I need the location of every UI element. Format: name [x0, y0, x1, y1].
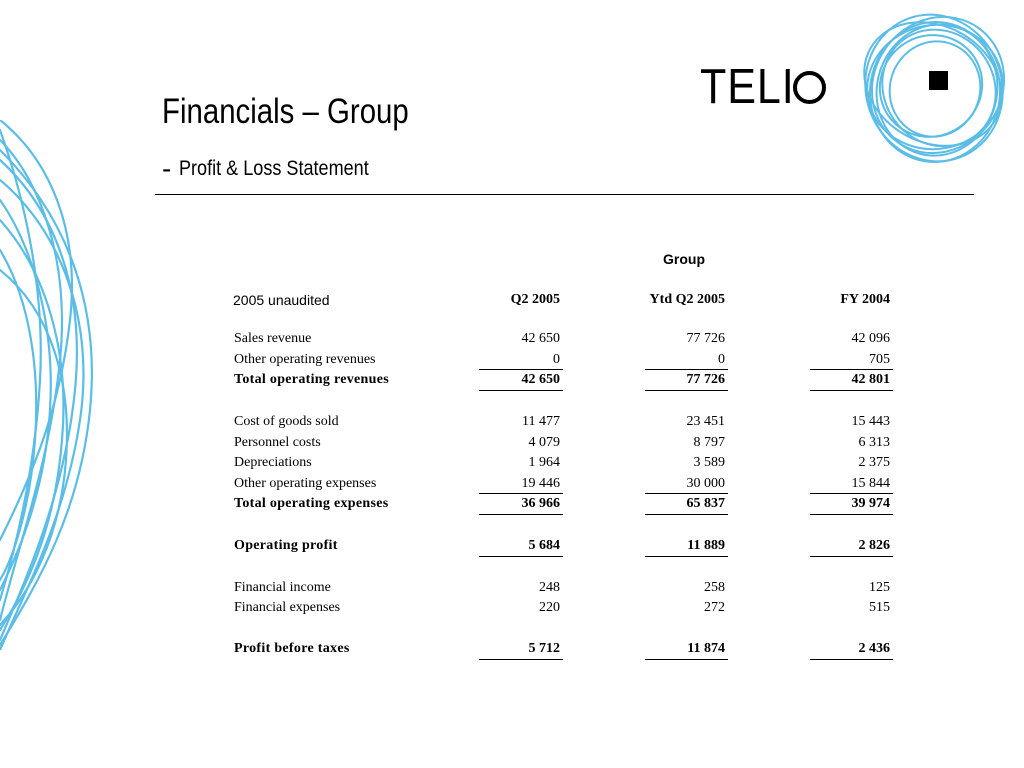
row-label: Depreciations — [234, 455, 312, 470]
row-label: Cost of goods sold — [234, 414, 339, 429]
cell-value: 42 650 — [521, 372, 560, 387]
row-label: Sales revenue — [234, 331, 312, 346]
table-row-financial-expenses — [0, 600, 1024, 621]
cell-value: 42 096 — [851, 331, 890, 346]
cell-value: 3 589 — [693, 455, 725, 470]
column-header-q2-2005: Q2 2005 — [510, 292, 560, 307]
cell-value: 42 650 — [521, 331, 560, 346]
table-row-depreciations — [0, 455, 1024, 476]
table-row-sales-revenue — [0, 331, 1024, 352]
row-label: Profit before taxes — [234, 641, 350, 656]
telio-logo — [700, 62, 826, 112]
total-underline — [645, 514, 728, 515]
sum-line — [810, 369, 893, 370]
sum-line — [645, 493, 728, 494]
table-header-label: 2005 unaudited — [233, 292, 330, 308]
slide-subtitle — [162, 153, 400, 185]
total-underline — [810, 659, 893, 660]
column-header-ytd-q2-2005: Ytd Q2 2005 — [649, 292, 725, 307]
row-label: Financial expenses — [234, 600, 341, 615]
cell-value: 258 — [704, 580, 725, 595]
cell-value: 23 451 — [686, 414, 725, 429]
cell-value: 11 874 — [687, 641, 725, 656]
cell-value: 705 — [869, 352, 890, 367]
cell-value: 5 684 — [528, 538, 560, 553]
cell-value: 220 — [539, 600, 560, 615]
slide-title: Financials – Group — [162, 92, 409, 131]
cell-value: 11 889 — [687, 538, 725, 553]
logo-o-circle-icon — [793, 71, 826, 104]
total-underline — [479, 514, 563, 515]
cell-value: 125 — [869, 580, 890, 595]
cell-value: 248 — [539, 580, 560, 595]
total-underline — [645, 556, 728, 557]
cell-value: 19 446 — [521, 476, 560, 491]
total-underline — [810, 556, 893, 557]
table-row-cost-of-goods-sold — [0, 414, 1024, 435]
total-underline — [479, 556, 563, 557]
cell-value: 15 443 — [851, 414, 890, 429]
cell-value: 4 079 — [528, 435, 560, 450]
cell-value: 65 837 — [686, 496, 725, 511]
cell-value: 8 797 — [693, 435, 725, 450]
total-underline — [810, 390, 893, 391]
total-underline — [645, 390, 728, 391]
cell-value: 30 000 — [686, 476, 725, 491]
title-divider — [155, 194, 974, 195]
cell-value: 2 826 — [858, 538, 890, 553]
cell-value: 11 477 — [522, 414, 560, 429]
cell-value: 0 — [718, 352, 725, 367]
total-underline — [479, 390, 563, 391]
cell-value: 1 964 — [528, 455, 560, 470]
total-underline — [810, 514, 893, 515]
table-row-financial-income — [0, 580, 1024, 601]
sum-line — [479, 493, 563, 494]
cell-value: 272 — [704, 600, 725, 615]
row-label: Total operating expenses — [234, 496, 389, 511]
cell-value: 6 313 — [858, 435, 890, 450]
cell-value: 0 — [553, 352, 560, 367]
group-header: Group — [663, 251, 705, 267]
sum-line — [479, 369, 563, 370]
row-label: Financial income — [234, 580, 331, 595]
subtitle-dash: - — [162, 153, 172, 184]
cell-value: 5 712 — [528, 641, 560, 656]
row-label: Other operating expenses — [234, 476, 377, 491]
cell-value: 2 375 — [858, 455, 890, 470]
cell-value: 15 844 — [851, 476, 890, 491]
total-underline — [645, 659, 728, 660]
row-label: Personnel costs — [234, 435, 321, 450]
column-header-fy-2004: FY 2004 — [840, 292, 890, 307]
cell-value: 42 801 — [851, 372, 890, 387]
cell-value: 77 726 — [686, 372, 725, 387]
sum-line — [645, 369, 728, 370]
cell-value: 36 966 — [521, 496, 560, 511]
subtitle-text: Profit & Loss Statement — [179, 157, 370, 180]
row-label: Other operating revenues — [234, 352, 376, 367]
sum-line — [810, 493, 893, 494]
cell-value: 2 436 — [858, 641, 890, 656]
cell-value: 515 — [869, 600, 890, 615]
cell-value: 77 726 — [686, 331, 725, 346]
row-label: Operating profit — [234, 538, 338, 553]
row-label: Total operating revenues — [234, 372, 389, 387]
total-underline — [479, 659, 563, 660]
logo-square-icon — [929, 71, 948, 90]
table-row-personnel-costs — [0, 435, 1024, 456]
logo-text: TELI — [700, 60, 795, 114]
cell-value: 39 974 — [851, 496, 890, 511]
